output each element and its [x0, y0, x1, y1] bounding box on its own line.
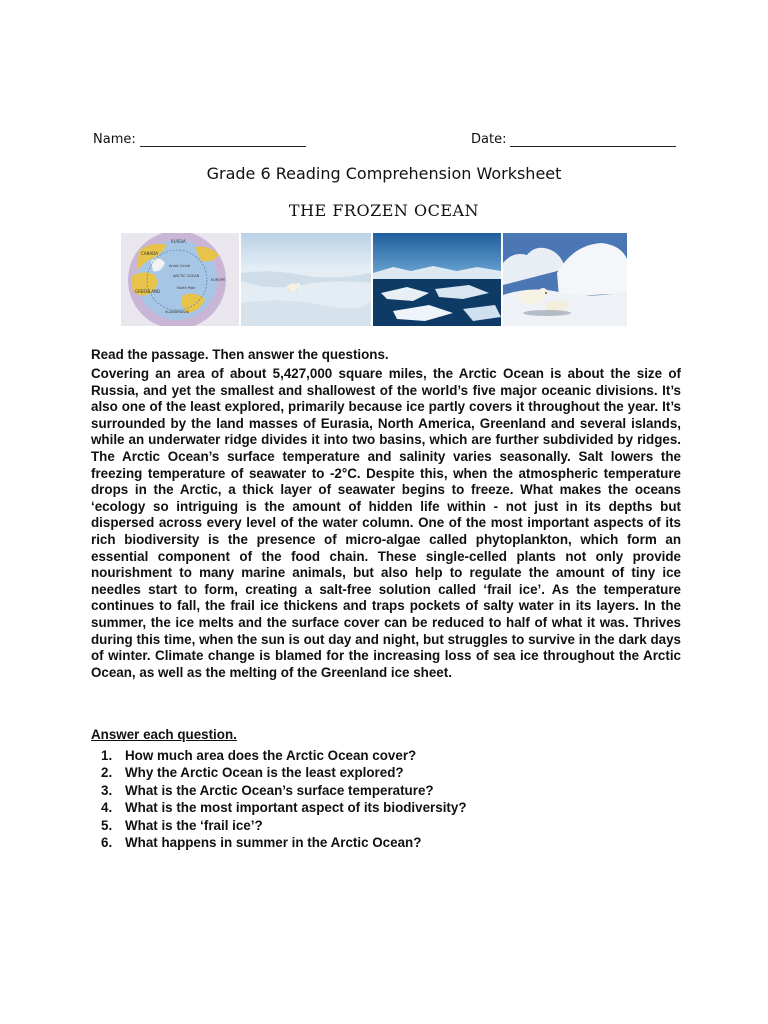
question-text: How much area does the Arctic Ocean cover? — [125, 748, 417, 763]
question-number: 5. — [101, 817, 113, 833]
name-blank-line — [140, 134, 306, 147]
passage-title: THE FROZEN OCEAN — [288, 201, 480, 220]
arctic-map-image — [121, 233, 239, 326]
name-label: Name: — [93, 132, 136, 147]
ice-floes-image — [373, 233, 501, 326]
question-number: 4. — [101, 800, 113, 816]
question-item — [101, 782, 467, 799]
polar-bear-ice-image — [241, 233, 371, 326]
question-item — [101, 747, 467, 764]
date-blank-line — [510, 134, 676, 147]
map-label-greenland: GREENLAND — [135, 289, 161, 294]
question-item — [101, 834, 467, 851]
question-number: 6. — [101, 834, 113, 850]
map-label-arctic-ocean: ARCTIC OCEAN — [173, 274, 200, 278]
date-field — [471, 132, 676, 147]
question-list — [101, 747, 467, 851]
map-label-europe: EUROPE — [211, 278, 226, 282]
question-item — [101, 817, 467, 834]
question-text: What is the Arctic Ocean’s surface temperature? — [125, 782, 434, 798]
date-label: Date: — [471, 132, 507, 147]
question-text: What is the ‘frail ice’? — [125, 817, 263, 833]
question-number: 1. — [101, 748, 113, 763]
worksheet-title: Grade 6 Reading Comprehension Worksheet — [206, 164, 562, 183]
map-label-scandinavia: SCANDINAVIA — [165, 310, 190, 314]
name-field — [93, 132, 306, 147]
image-strip — [121, 233, 627, 326]
question-text: What is the most important aspect of its biodiversity? — [125, 800, 467, 816]
question-number: 3. — [101, 782, 113, 798]
question-text: Why the Arctic Ocean is the least explored? — [125, 765, 404, 781]
map-label-canada: CANADA — [141, 251, 159, 256]
map-label-north-pole: North Pole — [177, 286, 196, 290]
map-label-russia: RUSSIA — [171, 239, 186, 244]
map-label-arctic-circle: Arctic Circle — [169, 264, 190, 268]
question-number: 2. — [101, 765, 113, 781]
reading-passage: Covering an area of about 5,427,000 square miles, the Arctic Ocean is about the size of Russia, and yet the smallest and shallowest of the world’s five major oceanic divisions. It’s also one of the least explored, primarily because ice partly covers it throughout the year. It’s surrounded by the land masses of Eurasia, North America, Greenland and several islands, while an underwater ridge divides it into two basins, which are further subdivided by ridges. The Arctic Ocean’s surface temperature and salinity varies seasonally. Salt lowers the freezing temperature of seawater to -2°C. Despite this, when the atmospheric temperature drops in the Arctic, a thick layer of seawater begins to freeze. What makes the oceans ‘ecology so intriguing is the amount of hidden life within - not just in its depths but dispersed across every level of the water column. One of the most important aspects of its rich biodiversity is the presence of micro-algae called phytoplankton, which form an essential component of the food chain. These single-celled plants not only provide nourishment to many marine animals, but also help to regulate the amount of tiny ice needles start to form, creating a salt-free solution called ‘frail ice’. As the temperature continues to fall, the frail ice thickens and traps pockets of salty water in its layers. In the summer, the ice melts and the surface cover can be reduced to half of what it was. Thrives during this time, when the sun is out day and night, but struggles to survive in the dark days of winter. Climate change is blamed for the increasing loss of sea ice throughout the Arctic Ocean, as well as the melting of the Greenland ice sheet. — [91, 366, 681, 680]
question-text: What happens in summer in the Arctic Ocean? — [125, 834, 422, 850]
instructions: Read the passage. Then answer the questions. — [91, 347, 389, 362]
question-item — [101, 764, 467, 781]
question-item — [101, 799, 467, 816]
polar-bears-snow-image — [503, 233, 627, 326]
answer-heading: Answer each question. — [91, 727, 237, 742]
